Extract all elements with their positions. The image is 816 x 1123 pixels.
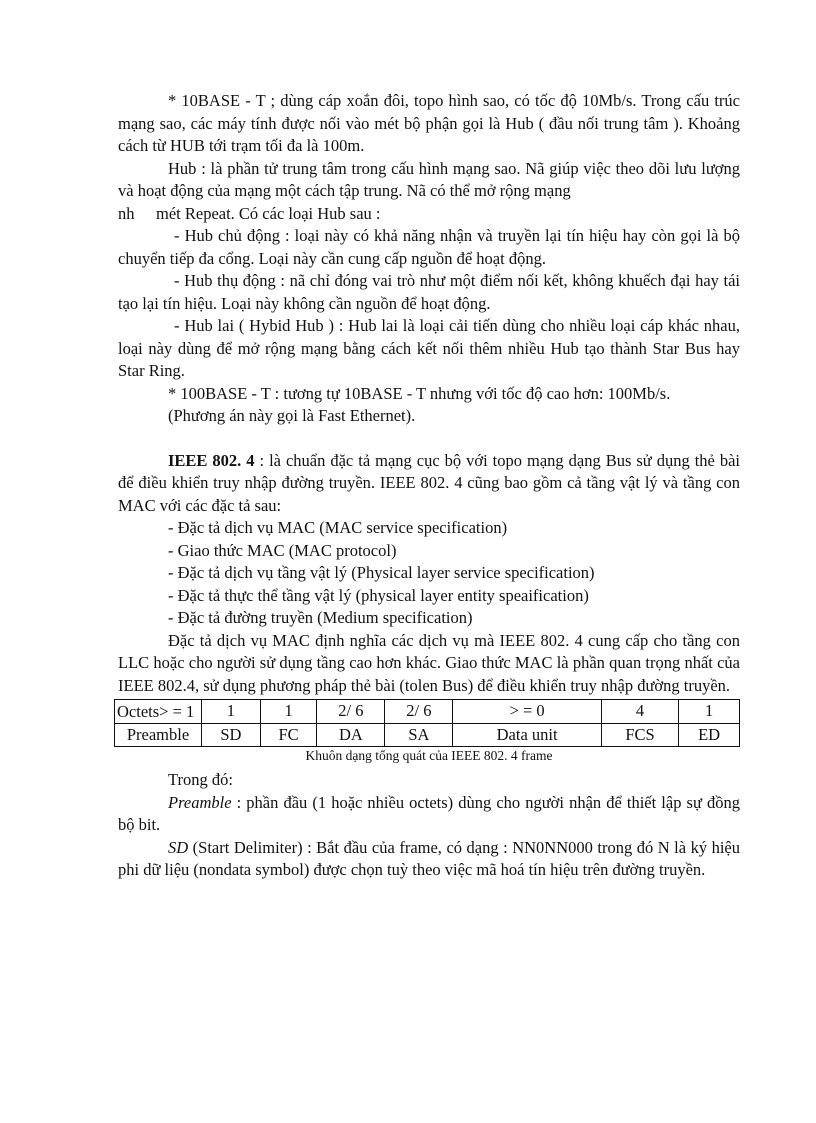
table-cell: 4 [601,700,678,724]
document-page [118,90,740,882]
list-item: - Giao thức MAC (MAC protocol) [168,540,397,560]
sd-term: SD [168,837,189,857]
ieee-8024-text: : là chuẩn đặc tả mạng cục bộ với topo mạng dạng Bus sử dụng thẻ bài để điều khiển truy nhập đường truyền. IEEE 802. 4 cũng bao gồm cả tầng vật lý và tầng con MAC với các đặc tả sau: [118,450,740,515]
table-cell: DA [317,723,385,747]
table-cell: SD [202,723,261,747]
table-cell: SA [385,723,453,747]
table-cell: Data unit [453,723,601,747]
paragraph-hub-intro-cont [118,203,740,226]
table-cell: FCS [601,723,678,747]
table-cell: 1 [260,700,317,724]
paragraph-mac-service: Đặc tả dịch vụ MAC định nghĩa các dịch vụ mà IEEE 802. 4 cung cấp cho tầng con LLC hoặc cho người sử dụng tầng cao hơn khác. Giao thức MAC là phần quan trọng nhất của IEEE 802.4, sử dụng phương pháp thẻ bài (tolen Bus) để điều khiển truy nhập đường truyền. [118,630,740,695]
paragraph-preamble [118,792,740,837]
table-cell: 2/ 6 [385,700,453,724]
fragment-nh: nh [118,203,135,223]
table-row-fields [115,723,740,747]
preamble-text: : phần đầu (1 hoặc nhiều octets) dùng cho người nhận để thiết lập sự đồng bộ bit. [118,792,740,834]
ieee-8024-heading: IEEE 802. 4 [168,450,255,470]
table-cell: Octets> = 1 [115,700,202,724]
table-row-octets [115,700,740,724]
table-cell: FC [260,723,317,747]
blank-line [118,428,740,450]
table-cell: 1 [679,700,740,724]
table-cell: Preamble [115,723,202,747]
table-cell: ED [679,723,740,747]
paragraph-trong-do: Trong đó: [168,770,233,789]
fragment-repeat: mét Repeat. Có các loại Hub sau : [156,203,381,223]
sd-text: (Start Delimiter) : Bắt đầu của frame, có dạng : NN0NN000 trong đó N là ký hiệu phi dữ liệu (nondata symbol) được chọn tuỳ theo việc mã hoá tín hiệu trên đường truyền. [118,837,740,879]
table-cell: > = 0 [453,700,601,724]
paragraph-hub-intro: Hub : là phần tử trung tâm trong cấu hình mạng sao. Nã giúp việc theo dõi lưu lượng và hoạt động của mạng một cách tập trung. Nã có thể mở rộng mạng [118,158,740,200]
list-item: - Đặc tả đường truyền (Medium specification) [168,608,473,627]
list-item: - Đặc tả dịch vụ MAC (MAC service specification) [168,518,508,537]
paragraph-passive-hub: - Hub thụ động : nã chỉ đóng vai trò như một điểm nối kết, không khuếch đại hay tái tạo lại tín hiệu. Loại này không cần nguồn để hoạt động. [118,271,740,313]
paragraph-10base-t: * 10BASE - T ; dùng cáp xoắn đôi, topo hình sao, có tốc độ 10Mb/s. Trong cấu trúc mạng sao, các máy tính được nối vào mét bộ phận gọi là Hub ( đầu nối trung tâm ). Khoảng cách từ HUB tới trạm tối đa là 100m. [118,91,740,155]
list-item: - Đặc tả thực thể tầng vật lý (physical layer entity speaification) [168,585,589,605]
paragraph-100base-t: * 100BASE - T : tương tự 10BASE - T nhưng với tốc độ cao hơn: 100Mb/s. [168,383,671,403]
paragraph-start-delimiter [118,837,740,882]
list-item: - Đặc tả dịch vụ tầng vật lý (Physical layer service specification) [168,563,595,582]
paragraph-hybrid-hub: - Hub lai ( Hybid Hub ) : Hub lai là loại cải tiến dùng cho nhiều loại cáp khác nhau, loại này dùng để mở rộng mạng bằng cách kết nối thêm nhiều Hub tạo thành Star Bus hay Star Ring. [118,316,740,380]
paragraph-ieee-8024 [118,450,740,518]
frame-format-table [114,699,740,747]
preamble-term: Preamble [168,792,232,812]
table-caption: Khuôn dạng tổng quát của IEEE 802. 4 frame [305,748,553,763]
table-cell: 1 [202,700,261,724]
table-cell: 2/ 6 [317,700,385,724]
paragraph-active-hub: - Hub chủ động : loại này có khả năng nhận và truyền lại tín hiệu hay còn gọi là bộ chuyển tiếp đa cổng. Loại này cần cung cấp nguồn để hoạt động. [118,226,740,268]
paragraph-fast-ethernet: (Phương án này gọi là Fast Ethernet). [168,406,416,425]
